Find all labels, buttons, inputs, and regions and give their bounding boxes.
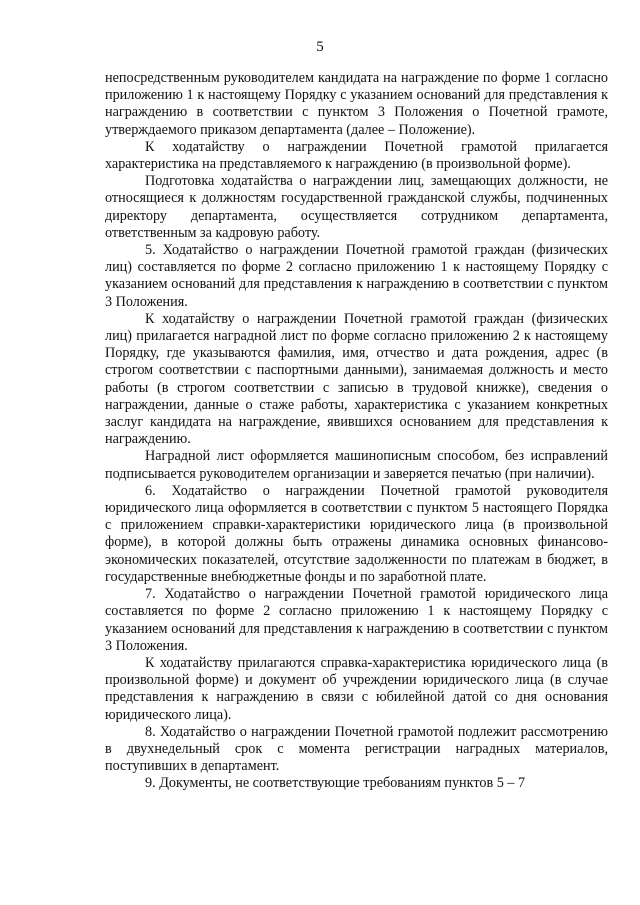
- paragraph-item-6: 6. Ходатайство о награждении Почетной грамотой руководителя юридического лица оформляется в соответствии с пунктом 5 настоящего Порядка с приложением справки-характеристики юридического лица (в произвольной форме), в которой должны быть отражены динамика основных финансово-экономических показателей, отсутствие задолженности по платежам в бюджет, в государственные внебюджетные фонды и по заработной плате.: [105, 482, 608, 585]
- paragraph: К ходатайству о награждении Почетной грамотой граждан (физических лиц) прилагается наградной лист по форме согласно приложению 2 к настоящему Порядку, где указываются фамилия, имя, отчество и дата рождения, адрес (в строгом соответствии с паспортными данными), занимаемая должность и место работы (в строгом соответствии с записью в трудовой книжке), сведения о награждении, данные о стаже работы, характеристика с указанием конкретных заслуг кандидата на награждение, явившихся основанием для представления к награждению.: [105, 310, 608, 448]
- paragraph: Подготовка ходатайства о награждении лиц, замещающих должности, не относящиеся к должностям государственной гражданской службы, подчиненных директору департамента, осуществляется сотрудником департамента, ответственным за кадровую работу.: [105, 173, 608, 241]
- paragraph: К ходатайству о награждении Почетной грамотой прилагается характеристика на представляемого к награждению (в произвольной форме).: [105, 138, 608, 173]
- paragraph-item-9: 9. Документы, не соответствующие требованиям пунктов 5 – 7: [145, 775, 526, 792]
- paragraph: К ходатайству прилагаются справка-характеристика юридического лица (в произвольной форме) и документ об учреждении юридического лица (в случае представления к награждению в связи с юбилейной датой со дня основания юридического лица).: [105, 654, 608, 723]
- paragraph-item-7: 7. Ходатайство о награждении Почетной грамотой юридического лица составляется по форме 2 согласно приложению 1 к настоящему Порядку с указанием оснований для представления к награждению в соответствии с пунктом 3 Положения.: [105, 586, 608, 654]
- document-body: [105, 70, 608, 793]
- paragraph-item-8: 8. Ходатайство о награждении Почетной грамотой подлежит рассмотрению в двухнедельный срок с момента регистрации наградных материалов, поступивших в департамент.: [105, 723, 608, 775]
- paragraph: Наградной лист оформляется машинописным способом, без исправлений подписывается руководителем организации и заверяется печатью (при наличии).: [105, 448, 608, 482]
- paragraph-item-5: 5. Ходатайство о награждении Почетной грамотой граждан (физических лиц) составляется по форме 2 согласно приложению 1 к настоящему Порядку с указанием оснований для представления к награждению в соответствии с пунктом 3 Положения.: [105, 242, 608, 310]
- paragraph-continuation: непосредственным руководителем кандидата на награждение по форме 1 согласно приложению 1 к настоящему Порядку с указанием оснований для представления к награждению в соответствии с пунктом 3 Положения о Почетной грамоте, утверждаемого приказом департамента (далее – Положение).: [105, 70, 608, 138]
- page-number: 5: [316, 39, 324, 55]
